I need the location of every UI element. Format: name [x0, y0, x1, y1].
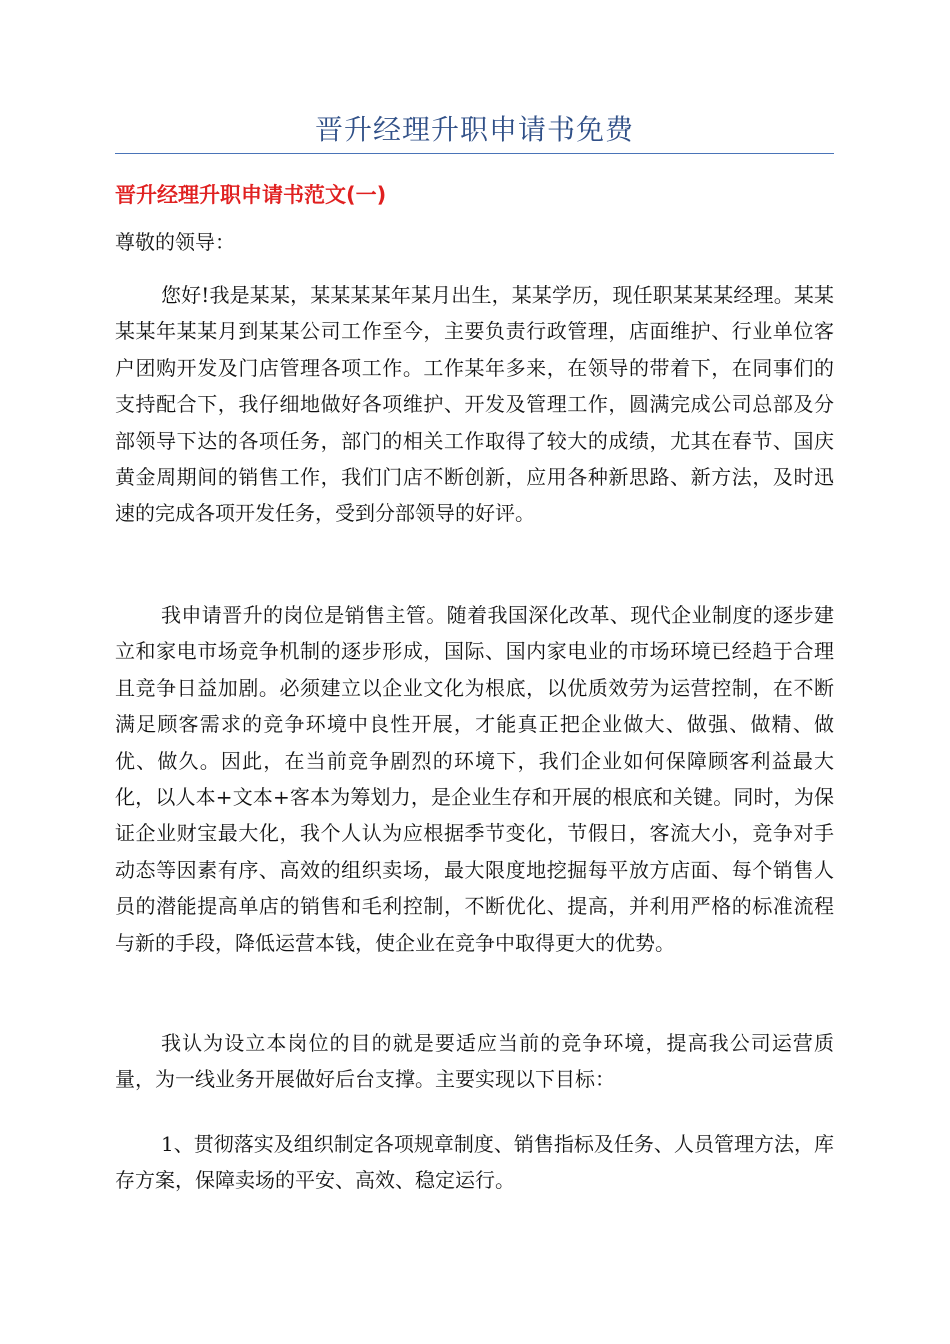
paragraph-position: 我申请晋升的岗位是销售主管。随着我国深化改革、现代企业制度的逐步建立和家电市场竞争机制的逐步形成，国际、国内家电业的市场环境已经趋于合理且竞争日益加剧。必须建立以企业文化为根底，以优质效劳为运营控制，在不断满足顾客需求的竞争环境中良性开展，才能真正把企业做大、做强、做精、做优、做久。因此，在当前竞争剧烈的环境下，我们企业如何保障顾客利益最大化，以人本+文本+客本为筹划力，是企业生存和开展的根底和关键。同时，为保证企业财宝最大化，我个人认为应根据季节变化，节假日，客流大小，竞争对手动态等因素有序、高效的组织卖场，最大限度地挖掘每平放方店面、每个销售人员的潜能提高单店的销售和毛利控制，不断优化、提高，并利用严格的标准流程与新的手段，降低运营本钱，使企业在竞争中取得更大的优势。	[115, 603, 834, 955]
paragraph-goal-1: 1、贯彻落实及组织制定各项规章制度、销售指标及任务、人员管理方法，库存方案，保障卖场的平安、高效、稳定运行。	[115, 1132, 834, 1193]
paragraph-purpose: 我认为设立本岗位的目的就是要适应当前的竞争环境，提高我公司运营质量，为一线业务开展做好后台支撑。主要实现以下目标：	[115, 1031, 834, 1092]
paragraph-introduction: 您好!我是某某，某某某某年某月出生，某某学历，现任职某某某经理。某某某某年某某月到某某公司工作至今，主要负责行政管理，店面维护、行业单位客户团购开发及门店管理各项工作。工作某年多来，在领导的带着下，在同事们的支持配合下，我仔细地做好各项维护、开发及管理工作，圆满完成公司总部及分部领导下达的各项任务，部门的相关工作取得了较大的成绩，尤其在春节、国庆黄金周期间的销售工作，我们门店不断创新，应用各种新思路、新方法，及时迅速的完成各项开发任务，受到分部领导的好评。	[115, 283, 834, 526]
section-heading: 晋升经理升职申请书范文(一)	[115, 183, 387, 207]
salutation: 尊敬的领导：	[115, 230, 235, 254]
title-underline	[115, 153, 834, 154]
document-title: 晋升经理升职申请书免费	[314, 113, 634, 146]
